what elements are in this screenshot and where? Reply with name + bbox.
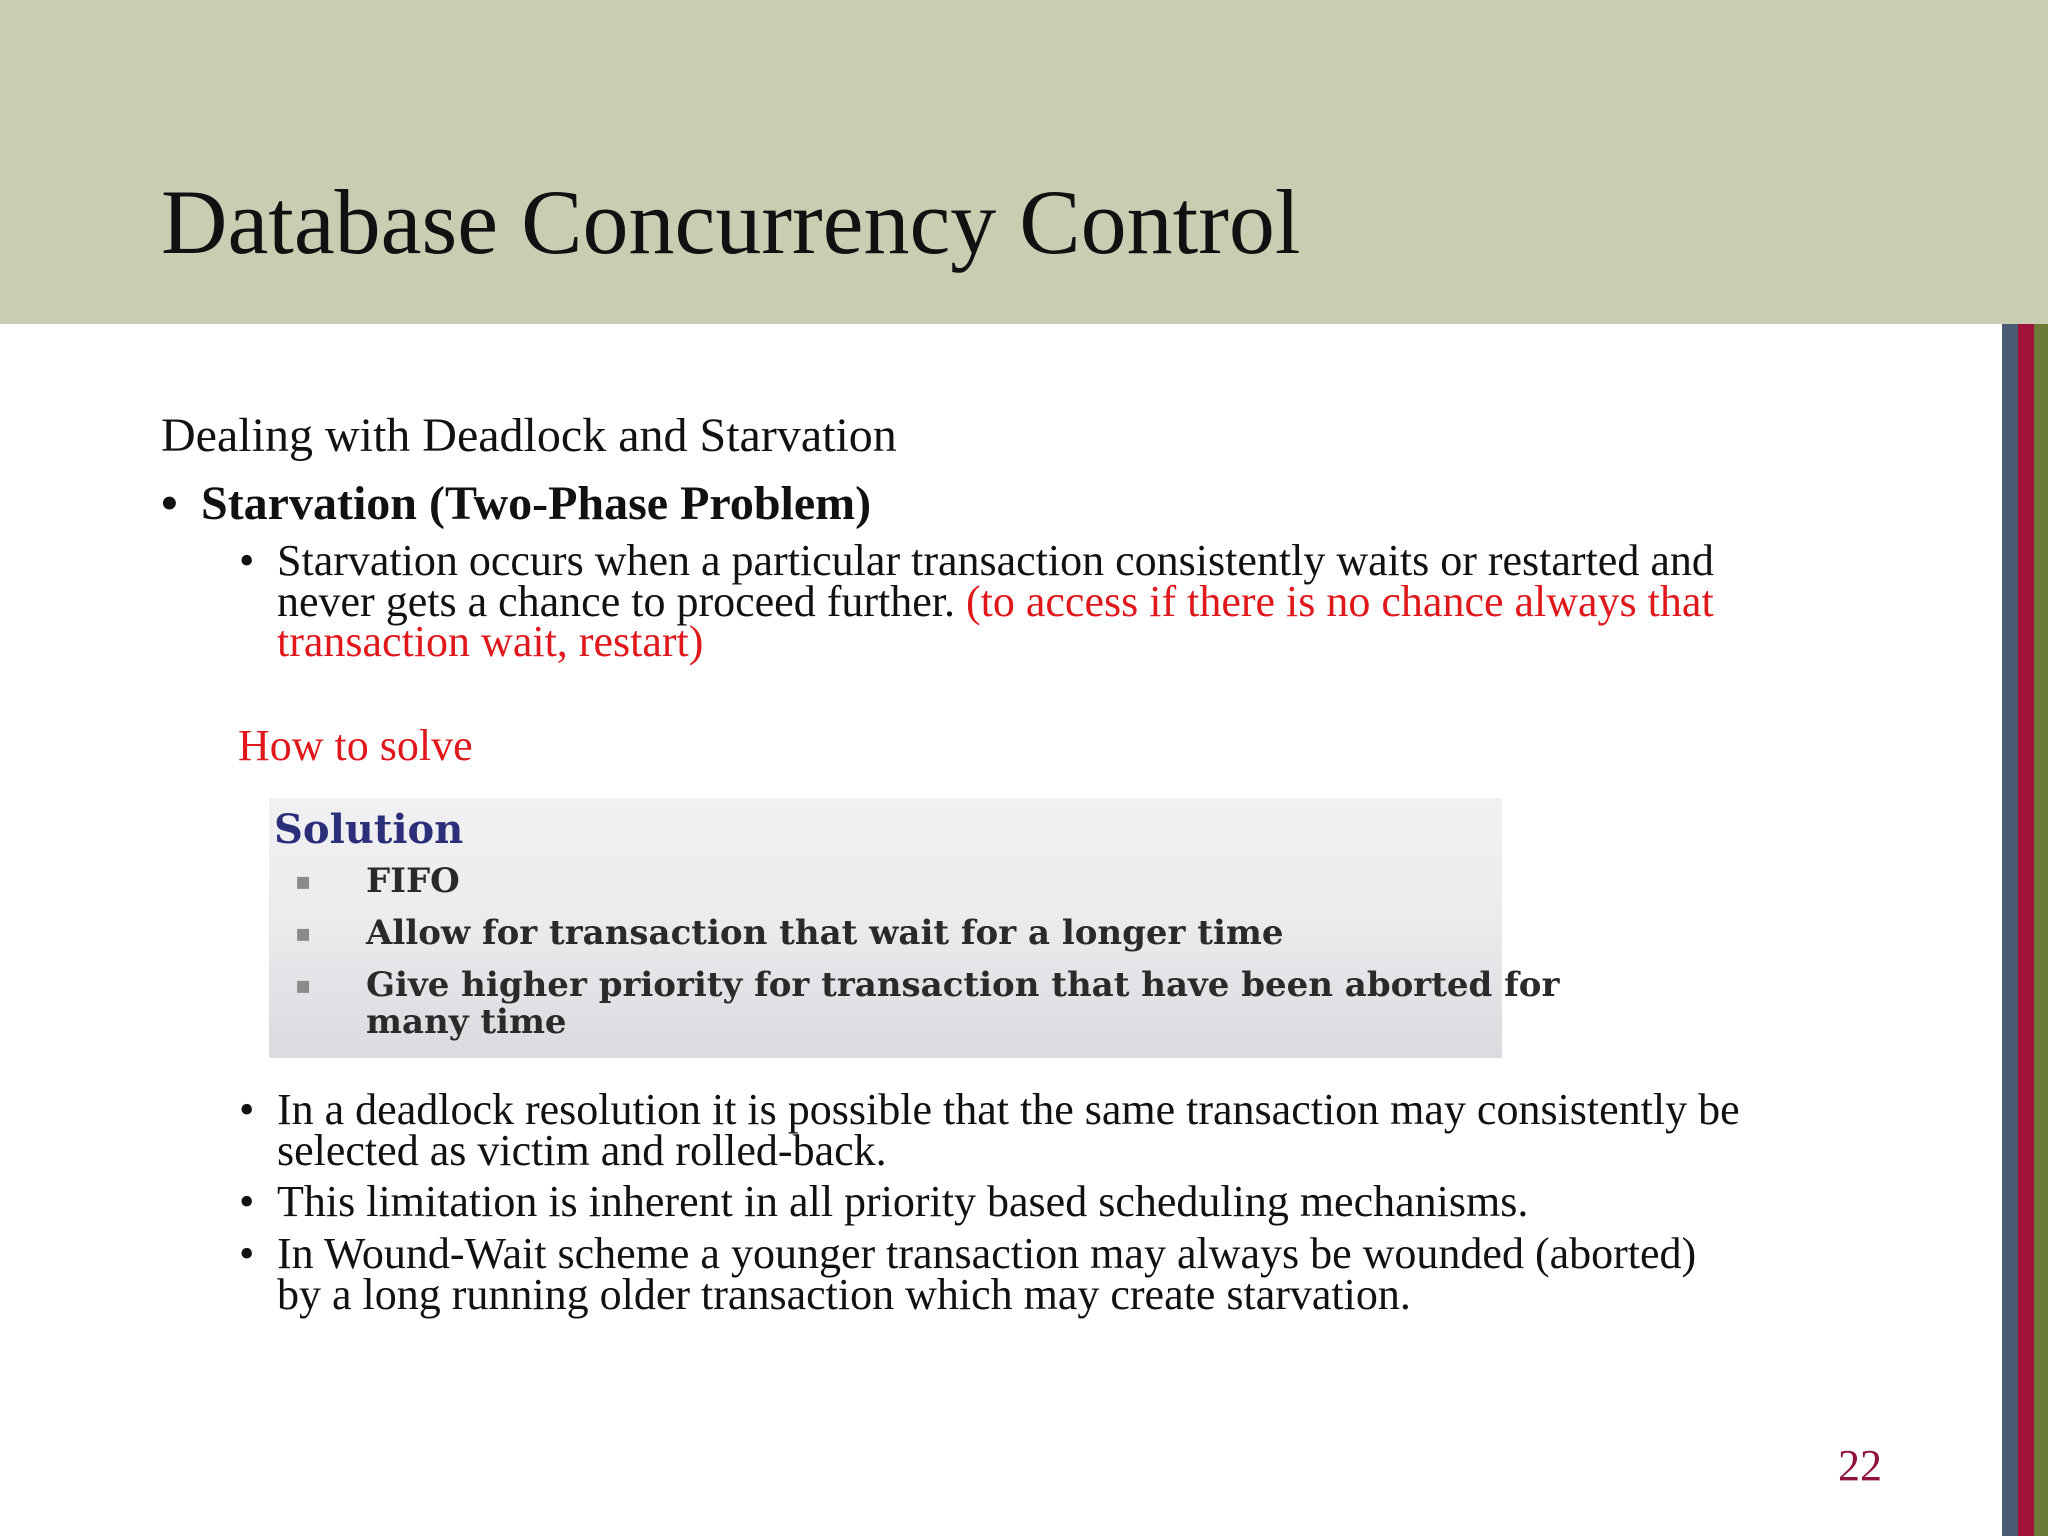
slide-title: Database Concurrency Control: [161, 171, 1301, 273]
how-to-solve-label: How to solve: [238, 721, 473, 770]
sub-bullet-text: In Wound-Wait scheme a younger transaction may always be wounded (aborted): [277, 1229, 1697, 1278]
decorative-stripe-blue: [2002, 324, 2018, 1536]
solution-item-continuation: many time: [366, 1002, 567, 1042]
sub-bullet-text: never gets a chance to proceed further.: [277, 577, 966, 626]
bullet-icon: ▪: [295, 867, 312, 895]
sub-bullet-limitation: [239, 1177, 1529, 1226]
solution-item: Allow for transaction that wait for a longer time: [366, 913, 1284, 953]
sub-bullet-text: Starvation occurs when a particular transaction consistently waits or restarted and: [277, 536, 1714, 585]
title-band: [0, 0, 2048, 324]
decorative-stripe-red: [2018, 324, 2034, 1536]
bullet-icon: •: [239, 1177, 255, 1226]
sub-bullet-deadlock-resolution-line2: selected as victim and rolled-back.: [277, 1126, 887, 1175]
bullet-icon: ▪: [295, 919, 312, 947]
bullet-icon: •: [239, 1229, 255, 1278]
solution-item: FIFO: [366, 861, 460, 901]
sub-bullet-wound-wait-line2: by a long running older transaction which may create starvation.: [277, 1270, 1411, 1319]
bullet-icon: •: [161, 477, 178, 530]
section-subtitle: Dealing with Deadlock and Starvation: [161, 409, 897, 462]
sub-bullet-text: This limitation is inherent in all priority based scheduling mechanisms.: [277, 1177, 1529, 1226]
bullet-icon: •: [239, 536, 255, 585]
main-bullet: [161, 477, 872, 530]
decorative-stripe-green: [2034, 324, 2048, 1536]
page-number: 22: [1838, 1441, 1882, 1490]
bullet-icon: •: [239, 1085, 255, 1134]
solution-heading: Solution: [274, 806, 464, 853]
annotation-text: (to access if there is no chance always that: [965, 577, 1714, 626]
annotation-text-line3: transaction wait, restart): [277, 617, 704, 666]
solution-item: Give higher priority for transaction that have been aborted for: [366, 965, 1560, 1005]
solution-image: [269, 798, 1560, 1058]
main-bullet-text: Starvation (Two-Phase Problem): [201, 477, 872, 530]
bullet-icon: ▪: [295, 971, 312, 999]
sub-bullet-text: In a deadlock resolution it is possible that the same transaction may consistently be: [277, 1085, 1740, 1134]
